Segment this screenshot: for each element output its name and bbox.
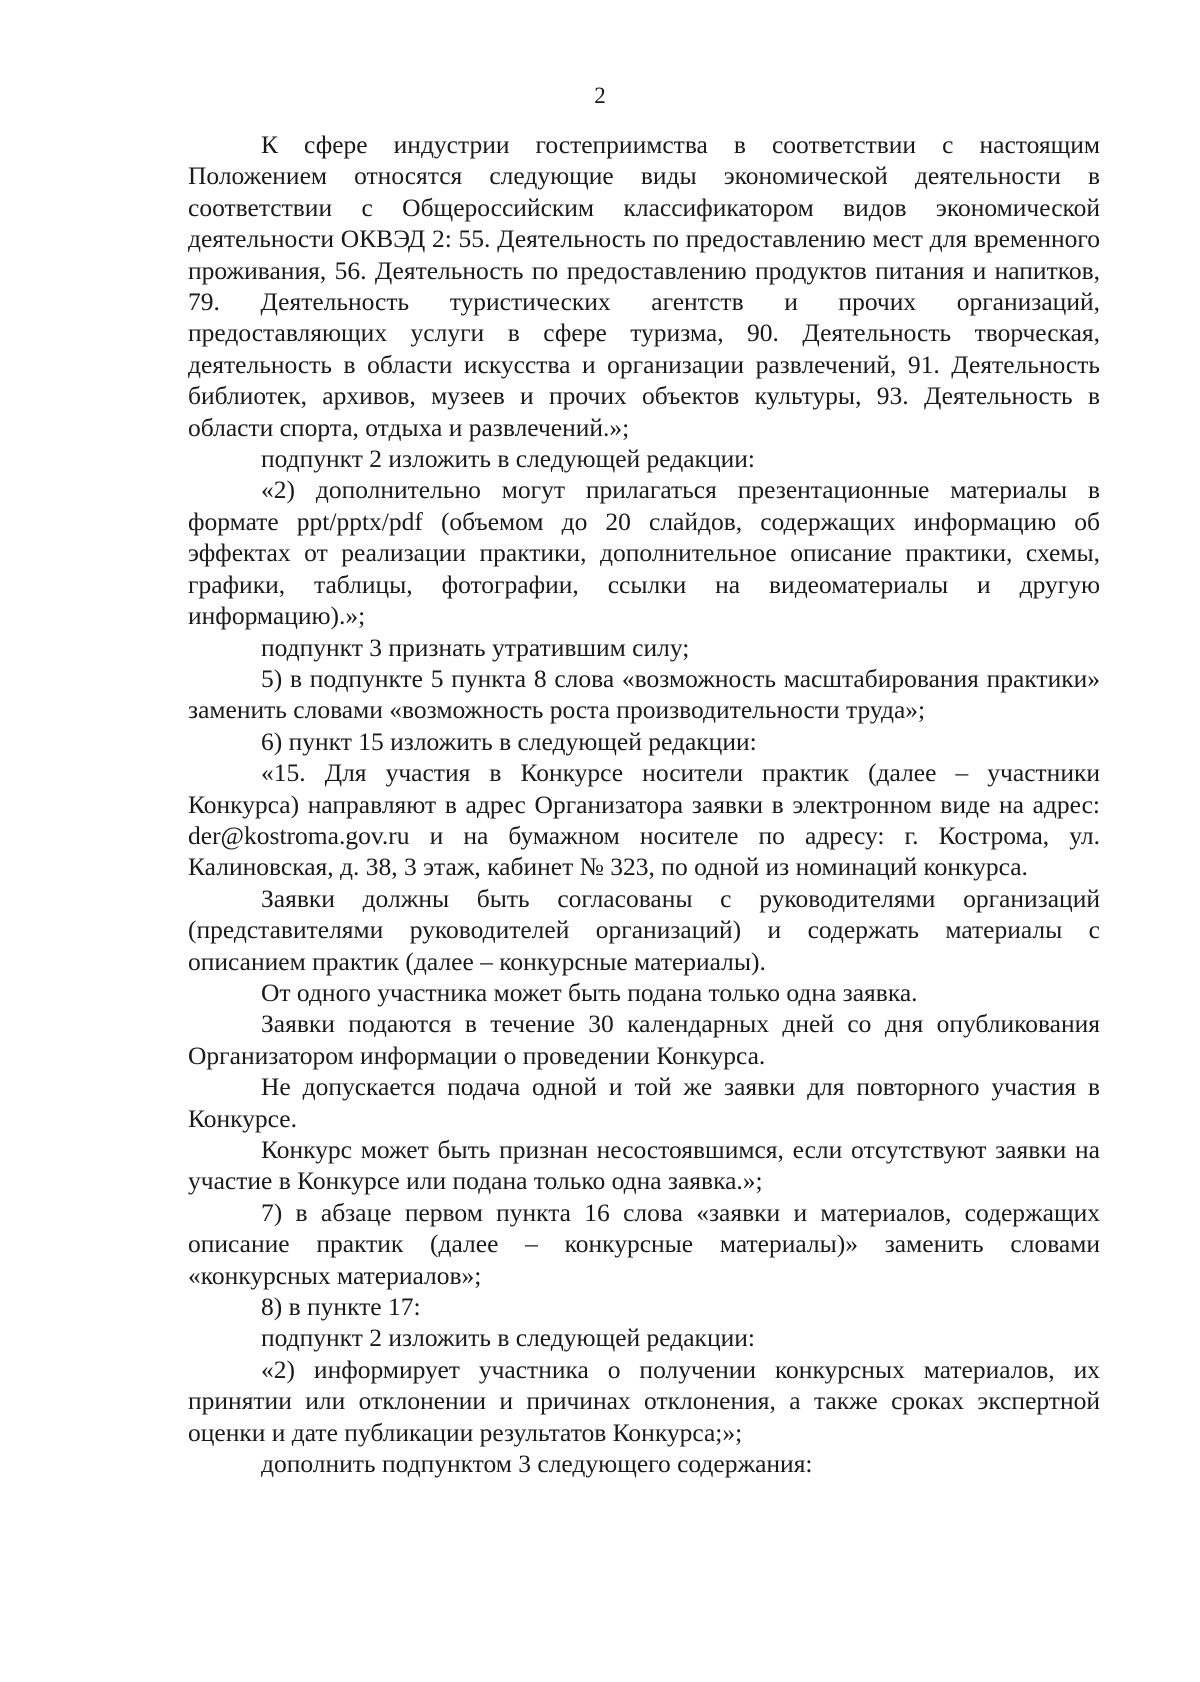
paragraph-submission-period: Заявки подаются в течение 30 календарных дней со дня опубликования Организатором информации о проведении Конкурса. (188, 1009, 1100, 1070)
paragraph-applications-approval: Заявки должны быть согласованы с руководителями организаций (представителями руководителей организаций) и содержать материалы с описанием практик (далее – конкурсные материалы). (188, 883, 1100, 976)
paragraph-informs-participant: «2) информирует участника о получении конкурсных материалов, их принятии или отклонении и причинах отклонения, а также сроках экспертной оценки и дате публикации результатов Конкурса;»; (188, 1354, 1100, 1447)
paragraph-subitem-3-void: подпункт 3 признать утратившим силу; (261, 632, 690, 662)
paragraph-item-8: 8) в пункте 17: (261, 1292, 421, 1322)
paragraph-item-7: 7) в абзаце первом пункта 16 слова «заявки и материалов, содержащих описание практик (далее – конкурсные материалы)» заменить словами «конкурсных материалов»; (188, 1197, 1100, 1290)
document-body (188, 129, 1100, 1479)
paragraph-subitem-2-heading: подпункт 2 изложить в следующей редакции: (261, 444, 755, 474)
paragraph-contest-void: Конкурс может быть признан несостоявшимся, если отсутствуют заявки на участие в Конкурсе или подана только одна заявка.»; (188, 1135, 1100, 1196)
page-number: 2 (594, 83, 606, 108)
paragraph-add-subitem-3: дополнить подпунктом 3 следующего содержания: (261, 1449, 813, 1479)
paragraph-subitem-2-heading-2: подпункт 2 изложить в следующей редакции: (261, 1323, 755, 1353)
paragraph-hospitality-industry-scope: К сфере индустрии гостеприимства в соответствии с настоящим Положением относятся следующие виды экономической деятельности в соответствии с Общероссийским классификатором видов экономической деятельности ОКВЭД 2: 55. Деятельность по предоставлению мест для временного проживания, 56. Деятельность по предоставлению продуктов питания и напитков, 79. Деятельность туристических агентств и прочих организаций, предоставляющих услуги в сфере туризма, 90. Деятельность творческая, деятельность в области искусства и организации развлечений, 91. Деятельность библиотек, архивов, музеев и прочих объектов культуры, 93. Деятельность в области спорта, отдыха и развлечений.»; (188, 130, 1100, 442)
paragraph-no-repeat: Не допускается подача одной и той же заявки для повторного участия в Конкурсе. (188, 1072, 1100, 1133)
paragraph-presentation-materials: «2) дополнительно могут прилагаться презентационные материалы в формате ppt/pptx/pdf (объемом до 20 слайдов, содержащих информацию об эффектах от реализации практики, дополнительное описание практики, схемы, графики, таблицы, фотографии, ссылки на видеоматериалы и другую информацию).»; (188, 475, 1100, 631)
paragraph-item-5: 5) в подпункте 5 пункта 8 слова «возможность масштабирования практики» заменить словами «возможность роста производительности труда»; (188, 663, 1100, 725)
paragraph-one-application: От одного участника может быть подана только одна заявка. (261, 977, 918, 1007)
paragraph-point-15: «15. Для участия в Конкурсе носители практик (далее – участники Конкурса) направляют в адрес Организатора заявки в электронном виде на адрес: der@kostroma.gov.ru и на бумажном носителе по адресу: г. Кострома, ул. Калиновская, д. 38, 3 этаж, кабинет № 323, по одной из номинаций конкурса. (188, 758, 1100, 882)
paragraph-item-6: 6) пункт 15 изложить в следующей редакции: (261, 726, 757, 756)
